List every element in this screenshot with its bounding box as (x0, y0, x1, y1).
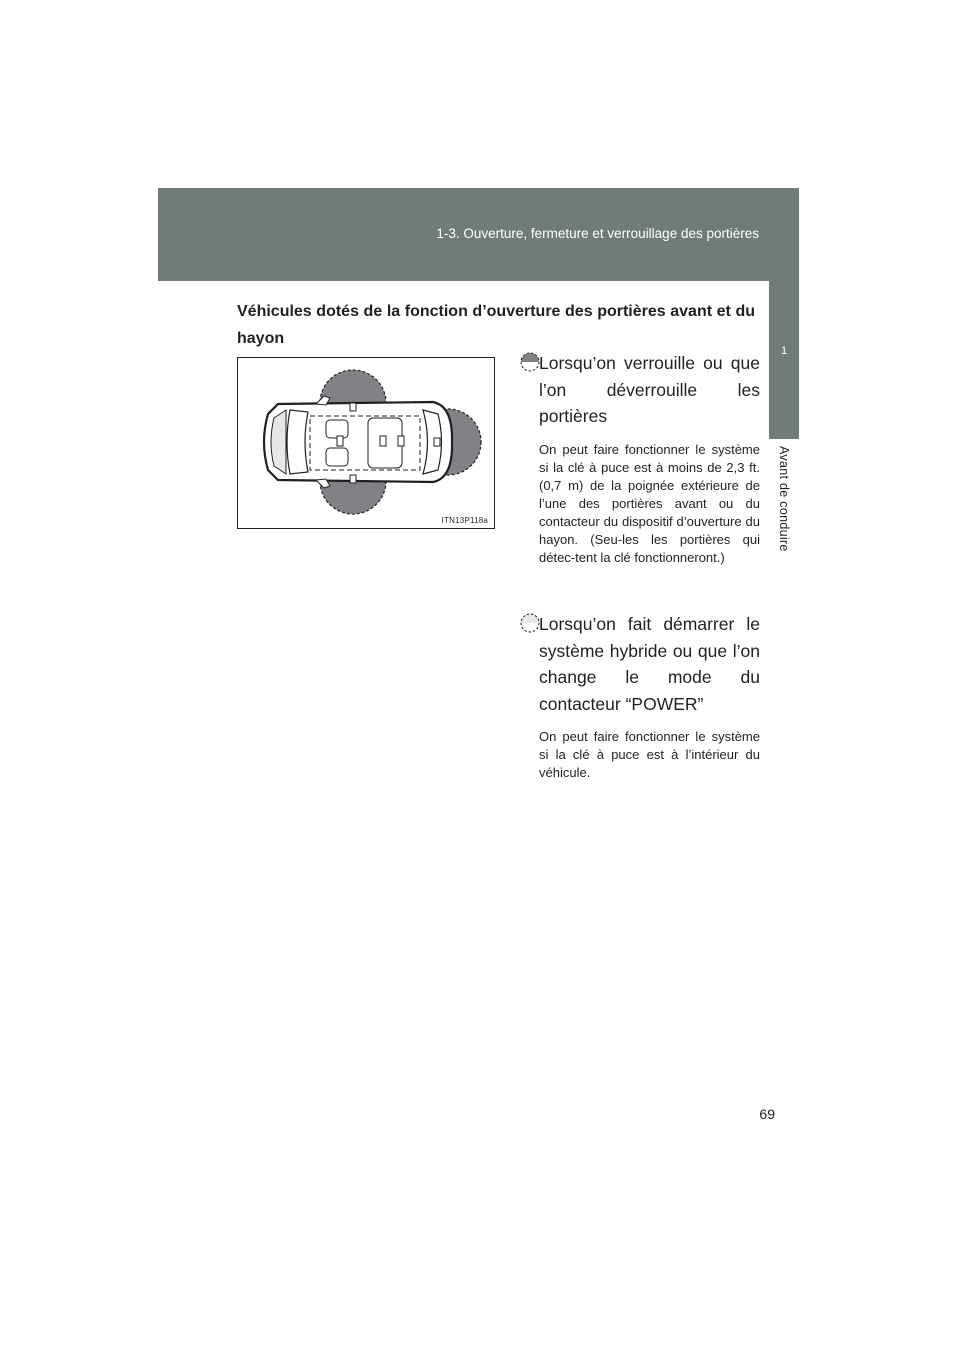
car-windshield (287, 410, 308, 474)
vehicle-top-view-illustration (238, 358, 495, 529)
item-title: Lorsqu’on verrouille ou que l’on déverrouille les portières (539, 353, 760, 426)
item-text: On peut faire fonctionner le système si la clé à puce est à l’intérieur du véhicule. (539, 729, 760, 780)
antenna-marker (434, 438, 440, 446)
antenna-marker (337, 436, 343, 446)
chapter-header-title: 1-3. Ouverture, fermeture et verrouillage des portières (436, 226, 759, 241)
chapter-side-label-text: Avant de conduire (777, 446, 791, 552)
item-title: Lorsqu’on fait démarrer le système hybride ou que l’on change le mode du contacteur “POWER” (539, 614, 760, 714)
seat-front-left (326, 420, 348, 438)
half-circle-bullet-icon (520, 613, 540, 633)
chapter-side-label (769, 446, 799, 576)
antenna-marker (350, 403, 356, 411)
chapter-number: 1 (780, 345, 788, 357)
vehicle-detection-zone-figure (237, 357, 495, 529)
figure-code: ITN13P118a (441, 516, 488, 525)
chapter-header-band (158, 188, 799, 281)
section-heading: Véhicules dotés de la fonction d’ouverture des portières avant et du hayon (237, 303, 755, 347)
antenna-marker (398, 436, 404, 446)
half-circle-bullet-icon (520, 352, 540, 372)
chapter-side-tab (769, 280, 799, 439)
seat-front-right (326, 448, 348, 466)
item-text: On peut faire fonctionner le système si la clé à puce est à moins de 2,3 ft. (0,7 m) de la poignée extérieure de l’une des portières avant ou du contacteur du dispositif d’ouverture du hayon. (Seu-les les portières qui détec-tent la clé fonctionneront.) (539, 441, 760, 565)
page-number: 69 (759, 1106, 775, 1122)
car-hood (271, 410, 286, 474)
antenna-marker (350, 475, 356, 483)
antenna-marker (380, 436, 386, 446)
list-item (520, 611, 760, 782)
list-item (520, 350, 760, 567)
